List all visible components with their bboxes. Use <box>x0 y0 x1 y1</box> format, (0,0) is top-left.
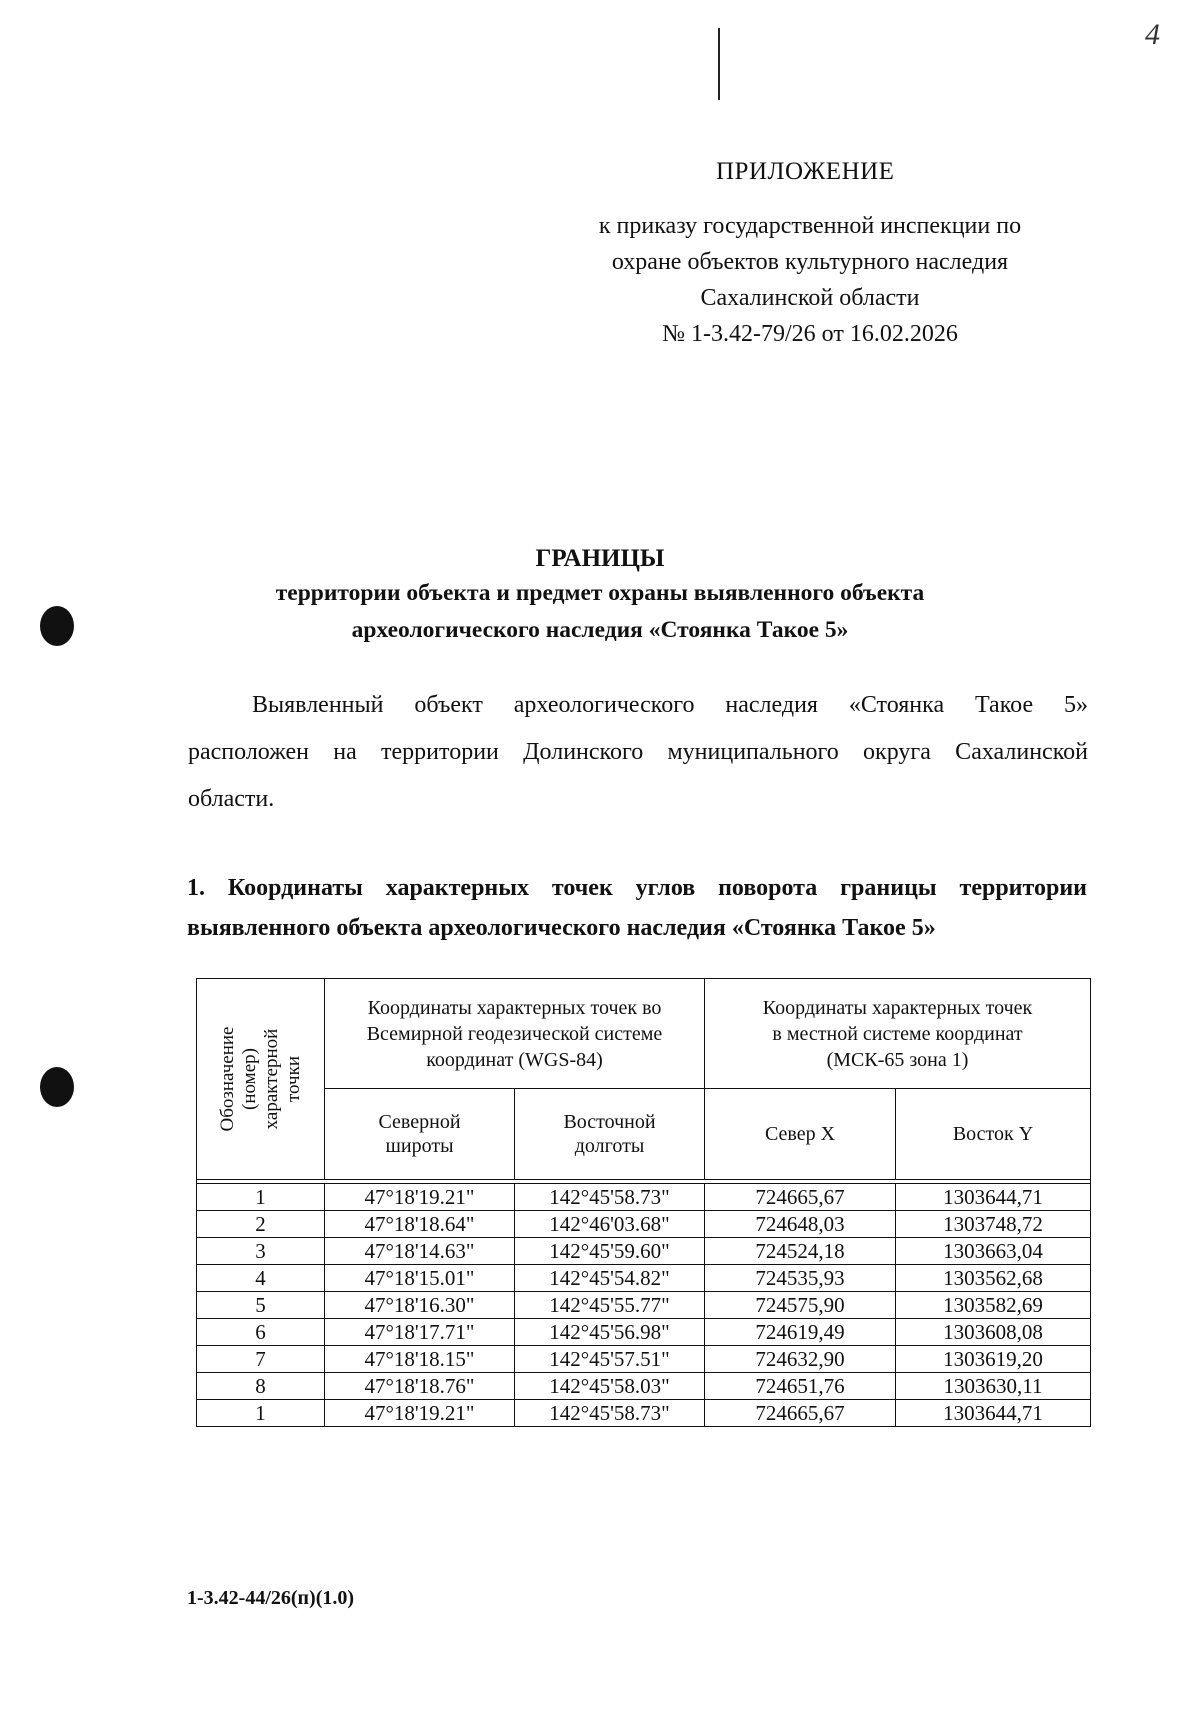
east-y-cell: 1303582,69 <box>896 1292 1091 1319</box>
coordinates-table <box>196 978 1091 1427</box>
latitude-cell: 47°18'17.71" <box>325 1319 515 1346</box>
document-code: 1-3.42-44/26(п)(1.0) <box>187 1587 355 1609</box>
page-number: 4 <box>1145 18 1160 51</box>
document-subtitle-line: территории объекта и предмет охраны выявленного объекта <box>275 580 925 606</box>
point-cell: 5 <box>197 1292 325 1319</box>
longitude-cell: 142°45'57.51" <box>515 1346 705 1373</box>
north-x-cell: 724632,90 <box>705 1346 896 1373</box>
latitude-cell: 47°18'18.76" <box>325 1373 515 1400</box>
east-y-cell: 1303644,71 <box>896 1400 1091 1427</box>
east-y-cell: 1303748,72 <box>896 1211 1091 1238</box>
table-row <box>197 1346 1091 1373</box>
intro-line: области. <box>188 786 275 812</box>
annex-line: Сахалинской области <box>700 285 920 311</box>
msk-group-header: Координаты характерных точек в местной системе координат (МСК-65 зона 1) <box>705 979 1091 1089</box>
point-cell: 1 <box>197 1184 325 1211</box>
intro-paragraph <box>188 682 1088 823</box>
north-x-cell: 724648,03 <box>705 1211 896 1238</box>
latitude-cell: 47°18'16.30" <box>325 1292 515 1319</box>
east-y-cell: 1303562,68 <box>896 1265 1091 1292</box>
table-row <box>197 1292 1091 1319</box>
document-subtitle-line: археологического наследия «Стоянка Такое 5» <box>351 617 849 643</box>
longitude-cell: 142°45'56.98" <box>515 1319 705 1346</box>
point-cell: 6 <box>197 1319 325 1346</box>
latitude-cell: 47°18'19.21" <box>325 1184 515 1211</box>
latitude-cell: 47°18'15.01" <box>325 1265 515 1292</box>
point-cell: 7 <box>197 1346 325 1373</box>
longitude-cell: 142°45'58.73" <box>515 1400 705 1427</box>
north-x-column-header: Север X <box>705 1089 896 1180</box>
annex-reference <box>540 208 1080 352</box>
longitude-cell: 142°45'54.82" <box>515 1265 705 1292</box>
latitude-column-header: Северной широты <box>325 1089 515 1180</box>
longitude-cell: 142°45'58.03" <box>515 1373 705 1400</box>
north-x-cell: 724619,49 <box>705 1319 896 1346</box>
annex-line: № 1-3.42-79/26 от 16.02.2026 <box>662 321 958 347</box>
east-y-cell: 1303630,11 <box>896 1373 1091 1400</box>
table-row <box>197 1184 1091 1211</box>
punch-hole <box>40 1067 74 1107</box>
table-row <box>197 1319 1091 1346</box>
north-x-cell: 724575,90 <box>705 1292 896 1319</box>
north-x-cell: 724665,67 <box>705 1400 896 1427</box>
east-y-column-header: Восток Y <box>896 1089 1091 1180</box>
table-row <box>197 1373 1091 1400</box>
longitude-cell: 142°45'59.60" <box>515 1238 705 1265</box>
table-row <box>197 1400 1091 1427</box>
document-title: ГРАНИЦЫ <box>535 545 665 572</box>
section-heading <box>187 868 1087 948</box>
table-row <box>197 1265 1091 1292</box>
point-cell: 4 <box>197 1265 325 1292</box>
east-y-cell: 1303644,71 <box>896 1184 1091 1211</box>
section-heading-line: выявленного объекта археологического наследия «Стоянка Такое 5» <box>187 915 936 941</box>
east-y-cell: 1303663,04 <box>896 1238 1091 1265</box>
longitude-cell: 142°45'55.77" <box>515 1292 705 1319</box>
longitude-cell: 142°45'58.73" <box>515 1184 705 1211</box>
latitude-cell: 47°18'18.15" <box>325 1346 515 1373</box>
latitude-cell: 47°18'14.63" <box>325 1238 515 1265</box>
annex-line: охране объектов культурного наследия <box>611 249 1009 275</box>
east-y-cell: 1303619,20 <box>896 1346 1091 1373</box>
intro-line: расположен на территории Долинского муниципального округа Сахалинской <box>188 739 1088 765</box>
section-heading-line: 1. Координаты характерных точек углов поворота границы территории <box>187 875 1087 901</box>
point-header-text: Обозначение (номер) характерной точки <box>216 1026 304 1132</box>
wgs-group-header: Координаты характерных точек во Всемирной геодезической системе координат (WGS-84) <box>325 979 705 1089</box>
table-row <box>197 1238 1091 1265</box>
point-cell: 3 <box>197 1238 325 1265</box>
point-column-header <box>197 979 325 1180</box>
north-x-cell: 724535,93 <box>705 1265 896 1292</box>
point-cell: 1 <box>197 1400 325 1427</box>
annex-line: к приказу государственной инспекции по <box>598 213 1022 239</box>
table-row <box>197 1211 1091 1238</box>
longitude-cell: 142°46'03.68" <box>515 1211 705 1238</box>
latitude-cell: 47°18'18.64" <box>325 1211 515 1238</box>
north-x-cell: 724524,18 <box>705 1238 896 1265</box>
intro-line: Выявленный объект археологического наследия «Стоянка Такое 5» <box>252 692 1088 718</box>
east-y-cell: 1303608,08 <box>896 1319 1091 1346</box>
point-cell: 2 <box>197 1211 325 1238</box>
annex-title: ПРИЛОЖЕНИЕ <box>716 158 895 185</box>
north-x-cell: 724665,67 <box>705 1184 896 1211</box>
scan-mark-line <box>718 28 720 100</box>
latitude-cell: 47°18'19.21" <box>325 1400 515 1427</box>
point-cell: 8 <box>197 1373 325 1400</box>
north-x-cell: 724651,76 <box>705 1373 896 1400</box>
longitude-column-header: Восточной долготы <box>515 1089 705 1180</box>
